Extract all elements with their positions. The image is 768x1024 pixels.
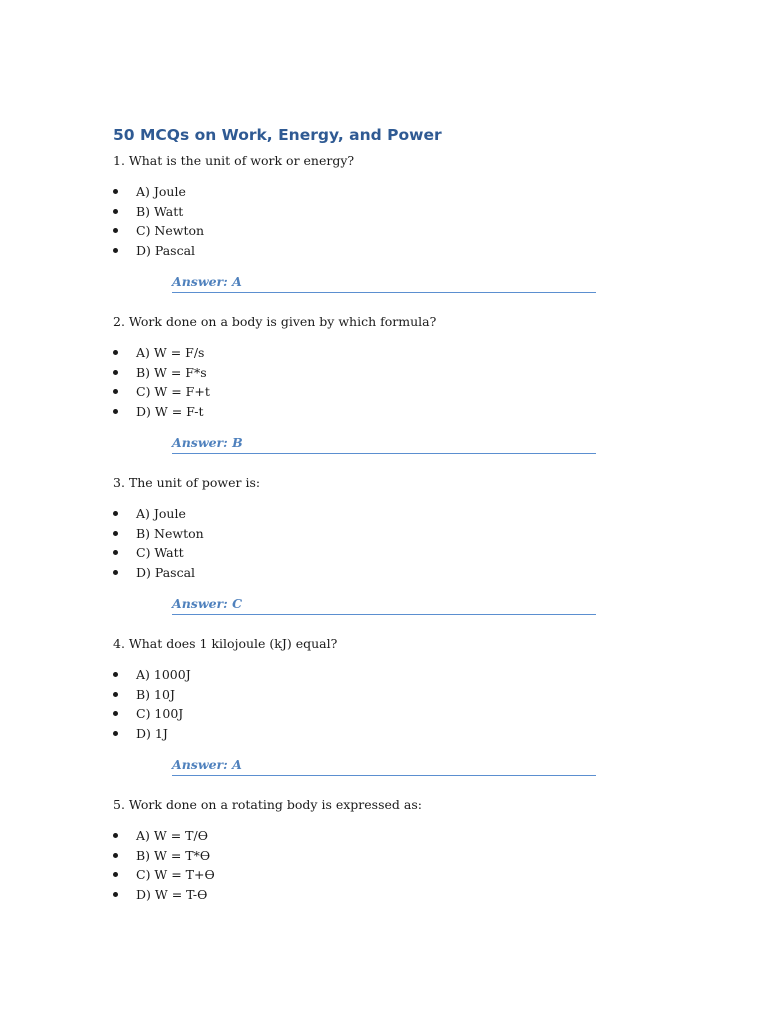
option-item [113, 563, 613, 583]
options-list [113, 504, 613, 582]
question-text: 3. The unit of power is: [113, 475, 261, 490]
bullet-icon [113, 531, 118, 536]
answer-block [172, 271, 596, 293]
option-label: C) W = F+t [136, 384, 210, 399]
option-label: A) W = F/s [136, 345, 205, 360]
option-item [113, 182, 613, 202]
bullet-icon [113, 692, 118, 697]
option-label: C) Watt [136, 545, 184, 560]
answer-block [172, 593, 596, 615]
answer-block [172, 754, 596, 776]
option-item [113, 885, 613, 905]
question-2 [113, 313, 613, 454]
options-list [113, 665, 613, 743]
option-item [113, 382, 613, 402]
question-text: 2. Work done on a body is given by which formula? [113, 314, 437, 329]
answer-block [172, 432, 596, 454]
bullet-icon [113, 350, 118, 355]
option-item [113, 402, 613, 422]
option-item [113, 724, 613, 744]
bullet-icon [113, 189, 118, 194]
option-item [113, 826, 613, 846]
option-label: A) 1000J [136, 667, 191, 682]
option-label: B) 10J [136, 686, 175, 702]
option-item [113, 665, 613, 685]
option-item [113, 543, 613, 563]
spacer [113, 615, 613, 635]
option-label: D) 1J [136, 725, 168, 741]
option-item [113, 865, 613, 885]
answer-text: Answer: A [172, 757, 242, 772]
options-list [113, 343, 613, 421]
option-label: D) W = T-Ɵ [136, 886, 208, 902]
bullet-icon [113, 892, 118, 897]
option-item [113, 685, 613, 705]
question-text: 4. What does 1 kilojoule (kJ) equal? [113, 636, 338, 651]
spacer [113, 776, 613, 796]
option-label: B) W = F*s [136, 364, 207, 380]
answer-text: Answer: A [172, 274, 242, 289]
question-text: 1. What is the unit of work or energy? [113, 153, 355, 168]
bullet-icon [113, 872, 118, 877]
options-list [113, 182, 613, 260]
bullet-icon [113, 409, 118, 414]
option-item [113, 363, 613, 383]
bullet-icon [113, 228, 118, 233]
option-label: A) Joule [136, 506, 186, 521]
option-item [113, 221, 613, 241]
spacer [113, 454, 613, 474]
option-label: B) Newton [136, 525, 204, 541]
option-label: A) W = T/Ɵ [136, 828, 208, 843]
bullet-icon [113, 711, 118, 716]
question-5 [113, 796, 613, 904]
question-1 [113, 152, 613, 293]
bullet-icon [113, 570, 118, 575]
option-label: D) Pascal [136, 242, 196, 258]
option-item [113, 504, 613, 524]
bullet-icon [113, 731, 118, 736]
option-label: B) Watt [136, 203, 184, 219]
question-3 [113, 474, 613, 615]
document-page [113, 124, 613, 904]
option-label: D) W = F-t [136, 403, 204, 419]
bullet-icon [113, 389, 118, 394]
bullet-icon [113, 511, 118, 516]
option-label: C) Newton [136, 223, 205, 238]
question-4 [113, 635, 613, 776]
option-label: C) 100J [136, 706, 184, 721]
option-label: B) W = T*Ɵ [136, 847, 211, 863]
answer-text: Answer: C [172, 596, 243, 611]
bullet-icon [113, 550, 118, 555]
option-label: D) Pascal [136, 564, 196, 580]
option-item [113, 202, 613, 222]
option-item [113, 343, 613, 363]
bullet-icon [113, 833, 118, 838]
option-item [113, 846, 613, 866]
bullet-icon [113, 370, 118, 375]
answer-text: Answer: B [172, 435, 243, 450]
bullet-icon [113, 248, 118, 253]
option-item [113, 704, 613, 724]
bullet-icon [113, 853, 118, 858]
option-item [113, 241, 613, 261]
document-title: 50 MCQs on Work, Energy, and Power [113, 126, 442, 144]
option-label: C) W = T+Ɵ [136, 867, 215, 882]
spacer [113, 293, 613, 313]
option-item [113, 524, 613, 544]
options-list [113, 826, 613, 904]
question-text: 5. Work done on a rotating body is expressed as: [113, 797, 422, 812]
bullet-icon [113, 209, 118, 214]
option-label: A) Joule [136, 184, 186, 199]
bullet-icon [113, 672, 118, 677]
